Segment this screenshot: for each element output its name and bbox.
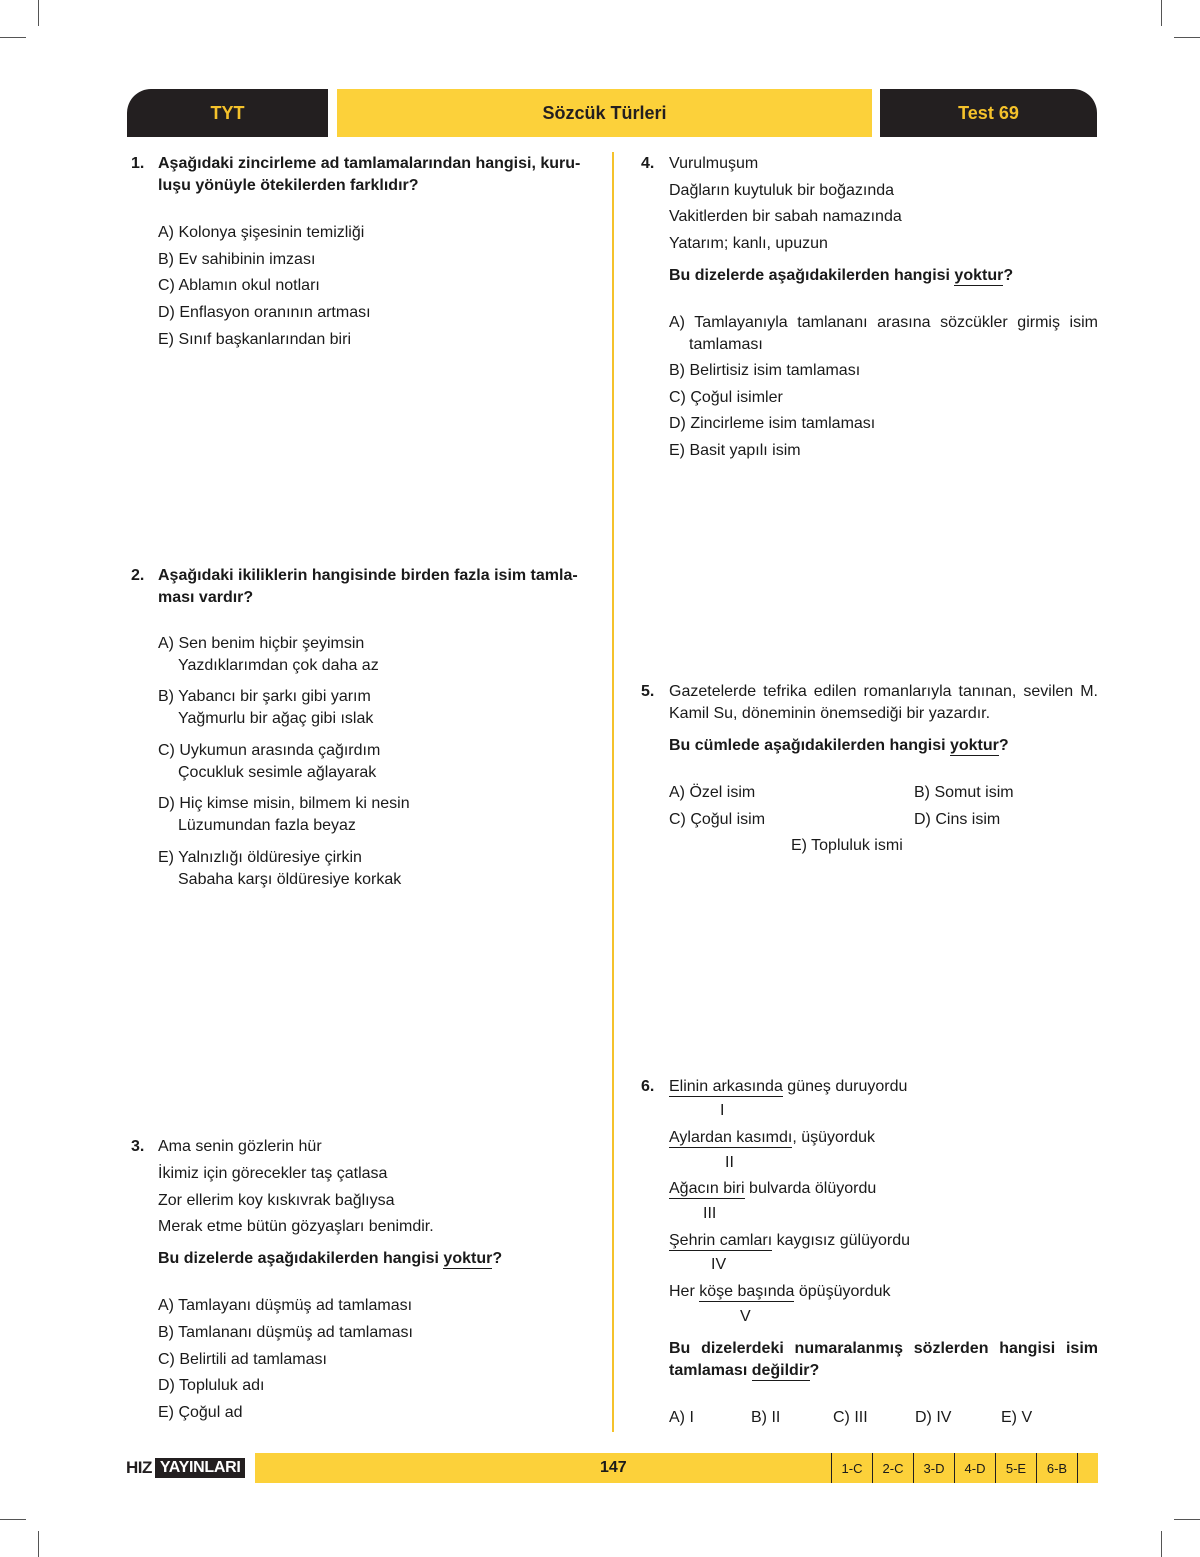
- roman-numeral: IV: [711, 1256, 727, 1273]
- option-b[interactable]: B) Ev sahibinin imzası: [158, 251, 316, 268]
- poem-line: Vakitlerden bir sabah namazında: [669, 208, 902, 225]
- question-stem: Bu cümlede aşağıdakilerden hangisi yoktur?: [669, 737, 1009, 754]
- poem-line: Merak etme bütün gözyaşları benimdir.: [158, 1218, 434, 1235]
- publisher-logo: [126, 1456, 245, 1480]
- option-b[interactable]: B) II: [751, 1409, 781, 1426]
- option-d-line2: Lüzumundan fazla beyaz: [178, 817, 356, 834]
- option-a[interactable]: A) Özel isim: [669, 784, 756, 801]
- option-b[interactable]: B) Tamlananı düşmüş ad tamlaması: [158, 1324, 413, 1341]
- footer-bar: [255, 1453, 1098, 1483]
- answer-key-item: 2-C: [872, 1453, 913, 1483]
- roman-numeral: V: [740, 1308, 751, 1325]
- option-e[interactable]: E) V: [1001, 1409, 1033, 1426]
- page-number: 147: [600, 1459, 627, 1476]
- option-c[interactable]: C) Çoğul isim: [669, 811, 766, 828]
- crop-mark: [0, 1519, 26, 1520]
- poem-line: Dağların kuytuluk bir boğazında: [669, 182, 895, 199]
- numbered-phrase: köşe başında: [699, 1283, 795, 1300]
- numbered-phrase: Şehrin camları: [669, 1232, 773, 1249]
- question-text: Kamil Su, döneminin önemsediği bir yazardır.: [669, 705, 991, 722]
- question-number: 1.: [131, 155, 145, 172]
- question-number: 2.: [131, 567, 145, 584]
- logo-text: YAYINLARI: [155, 1458, 246, 1478]
- question-number: 4.: [641, 155, 655, 172]
- option-c[interactable]: C) Uykumun arasında çağırdım: [158, 742, 381, 759]
- roman-numeral: III: [703, 1205, 717, 1222]
- numbered-phrase: Elinin arkasında: [669, 1078, 783, 1095]
- question-stem: ması vardır?: [158, 589, 254, 606]
- logo-text: HIZ: [126, 1458, 152, 1477]
- question-text: Gazetelerde tefrika edilen romanlarıyla tanınan, sevilen M.: [669, 683, 1098, 700]
- poem-line: Zor ellerim koy kıskıvrak bağlıysa: [158, 1192, 395, 1209]
- option-b[interactable]: B) Somut isim: [914, 784, 1014, 801]
- crop-mark: [1174, 1519, 1200, 1520]
- answer-key-item: 4-D: [954, 1453, 995, 1483]
- crop-mark: [38, 1531, 39, 1557]
- option-e[interactable]: E) Yalnızlığı öldüresiye çirkin: [158, 849, 362, 866]
- answer-key-item: 1-C: [831, 1453, 872, 1483]
- header-exam-type: TYT: [127, 89, 328, 137]
- question-stem: Bu dizelerde aşağıdakilerden hangisi yoktur?: [669, 267, 1014, 284]
- option-d[interactable]: D) Zincirleme isim tamlaması: [669, 415, 876, 432]
- option-c-line2: Çocukluk sesimle ağlayarak: [178, 764, 377, 781]
- crop-mark: [1174, 37, 1200, 38]
- option-a-line2: Yazdıklarımdan çok daha az: [178, 657, 379, 674]
- option-a[interactable]: A) I: [669, 1409, 694, 1426]
- option-e[interactable]: E) Çoğul ad: [158, 1404, 243, 1421]
- crop-mark: [0, 37, 26, 38]
- crop-mark: [38, 0, 39, 26]
- roman-numeral: I: [720, 1102, 725, 1119]
- option-d[interactable]: D) Cins isim: [914, 811, 1001, 828]
- option-a[interactable]: A) Tamlayanı düşmüş ad tamlaması: [158, 1297, 413, 1314]
- question-stem: luşu yönüyle ötekilerden farklıdır?: [158, 177, 419, 194]
- answer-key-item: 5-E: [995, 1453, 1036, 1483]
- poem-line: İkimiz için görecekler taş çatlasa: [158, 1165, 388, 1182]
- option-c[interactable]: C) Çoğul isimler: [669, 389, 783, 406]
- question-number: 3.: [131, 1138, 145, 1155]
- option-b[interactable]: B) Yabancı bir şarkı gibi yarım: [158, 688, 371, 705]
- option-a[interactable]: A) Tamlayanıyla tamlananı arasına sözcükler girmiş isim: [669, 314, 1098, 331]
- option-c[interactable]: C) Belirtili ad tamlaması: [158, 1351, 327, 1368]
- poem-line: Aylardan kasımdı, üşüyorduk: [669, 1129, 876, 1146]
- question-stem: Bu dizelerdeki numaralanmış sözlerden hangisi isim: [669, 1340, 1098, 1357]
- option-a-line2: tamlaması: [689, 336, 763, 353]
- numbered-phrase: Ağacın biri: [669, 1180, 745, 1197]
- answer-key-item: 3-D: [913, 1453, 954, 1483]
- option-e[interactable]: E) Sınıf başkanlarından biri: [158, 331, 351, 348]
- question-stem: Aşağıdaki zincirleme ad tamlamalarından hangisi, kuru-: [158, 155, 581, 172]
- question-number: 5.: [641, 683, 655, 700]
- option-a[interactable]: A) Sen benim hiçbir şeyimsin: [158, 635, 365, 652]
- option-d[interactable]: D) Hiç kimse misin, bilmem ki nesin: [158, 795, 410, 812]
- header-test-number: Test 69: [880, 89, 1097, 137]
- roman-numeral: II: [725, 1154, 734, 1171]
- question-stem: tamlaması değildir?: [669, 1362, 820, 1379]
- answer-key-item: 6-B: [1036, 1453, 1078, 1483]
- option-a[interactable]: A) Kolonya şişesinin temizliği: [158, 224, 365, 241]
- header-topic: Sözcük Türleri: [337, 89, 872, 137]
- poem-line: Vurulmuşum: [669, 155, 759, 172]
- crop-mark: [1161, 0, 1162, 26]
- poem-line: Her köşe başında öpüşüyorduk: [669, 1283, 891, 1300]
- question-stem: Bu dizelerde aşağıdakilerden hangisi yoktur?: [158, 1250, 503, 1267]
- option-d[interactable]: D) IV: [915, 1409, 952, 1426]
- option-c[interactable]: C) Ablamın okul notları: [158, 277, 320, 294]
- column-divider: [612, 152, 614, 1432]
- crop-mark: [1161, 1531, 1162, 1557]
- option-d[interactable]: D) Topluluk adı: [158, 1377, 265, 1394]
- option-e[interactable]: E) Topluluk ismi: [791, 837, 903, 854]
- poem-line: Ama senin gözlerin hür: [158, 1138, 322, 1155]
- numbered-phrase: Aylardan kasımdı: [669, 1129, 793, 1146]
- poem-line: Şehrin camları kaygısız gülüyordu: [669, 1232, 911, 1249]
- poem-line: Elinin arkasında güneş duruyordu: [669, 1078, 908, 1095]
- option-e-line2: Sabaha karşı öldüresiye korkak: [178, 871, 402, 888]
- option-e[interactable]: E) Basit yapılı isim: [669, 442, 801, 459]
- option-c[interactable]: C) III: [833, 1409, 868, 1426]
- question-stem: Aşağıdaki ikiliklerin hangisinde birden fazla isim tamla-: [158, 567, 578, 584]
- poem-line: Yatarım; kanlı, upuzun: [669, 235, 828, 252]
- question-number: 6.: [641, 1078, 655, 1095]
- option-b-line2: Yağmurlu bir ağaç gibi ıslak: [178, 710, 374, 727]
- option-d[interactable]: D) Enflasyon oranının artması: [158, 304, 371, 321]
- option-b[interactable]: B) Belirtisiz isim tamlaması: [669, 362, 861, 379]
- poem-line: Ağacın biri bulvarda ölüyordu: [669, 1180, 877, 1197]
